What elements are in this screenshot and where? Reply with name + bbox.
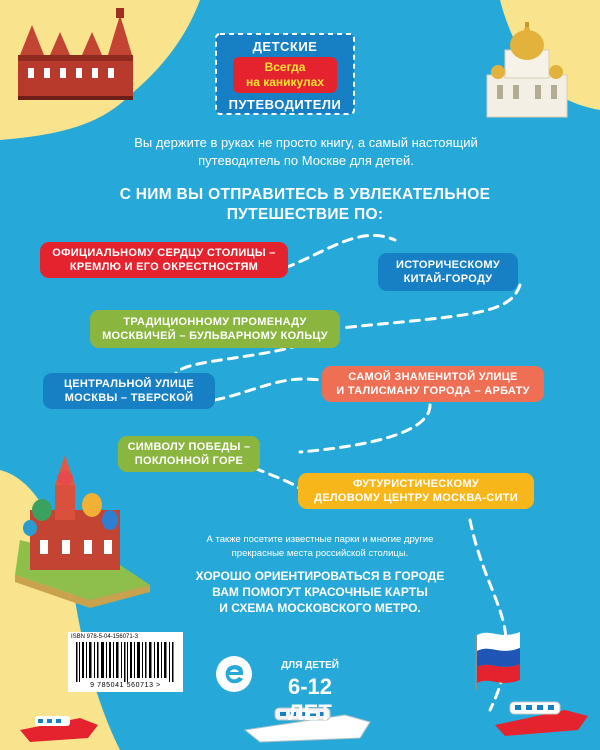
stop-tverskaya-line2: МОСКВЫ – ТВЕРСКОЙ (64, 392, 194, 404)
stop-boulevard-ring-line2: МОСКВИЧЕЙ – БУЛЬВАРНОМУ КОЛЬЦУ (102, 330, 328, 342)
barcode (68, 632, 183, 692)
help-line3: И СХЕМА МОСКОВСКОГО МЕТРО. (219, 601, 421, 615)
stop-moscow-city-line2: ДЕЛОВОМУ ЦЕНТРУ МОСКВА-СИТИ (314, 492, 518, 504)
also-visit-text (170, 533, 470, 561)
age-value: 6-12 ЛЕТ (287, 674, 333, 725)
intro-text (96, 134, 516, 170)
also-line2: прекрасные места российской столицы. (231, 548, 409, 559)
stop-poklonnaya (118, 436, 260, 472)
also-line1: А также посетите известные парки и многие другие (206, 534, 434, 545)
stop-kitay-gorod (378, 253, 518, 291)
headline-line1: С НИМ ВЫ ОТПРАВИТЕСЬ В УВЛЕКАТЕЛЬНОЕ (119, 186, 491, 203)
barcode-bars (76, 642, 176, 682)
stop-arbat-line1: САМОЙ ЗНАМЕНИТОЙ УЛИЦЕ (348, 371, 518, 383)
headline-line2: ПУТЕШЕСТВИЕ ПО: (226, 206, 384, 223)
stop-kitay-gorod-line1: ИСТОРИЧЕСКОМУ (395, 259, 500, 271)
intro-line2: путеводитель по Москве для детей. (198, 153, 414, 168)
isbn-text: ISBN 978-5-04-156071-3 (71, 634, 139, 640)
stop-tverskaya-line1: ЦЕНТРАЛЬНОЙ УЛИЦЕ (63, 378, 195, 390)
historical-museum-icon (18, 8, 133, 100)
stop-poklonnaya-line2: ПОКЛОННОЙ ГОРЕ (134, 455, 244, 467)
st-basils-cathedral-icon (15, 455, 150, 608)
cathedral-icon (487, 22, 567, 117)
series-bottom-label: ПУТЕВОДИТЕЛИ (228, 97, 342, 112)
barcode-number: 9 785041 560713 > (90, 682, 161, 689)
help-line1: ХОРОШО ОРИЕНТИРОВАТЬСЯ В ГОРОДЕ (195, 569, 445, 583)
series-badge-line2: на каникулах (245, 75, 325, 89)
stop-kremlin-line1: ОФИЦИАЛЬНОМУ СЕРДЦУ СТОЛИЦЫ – (52, 247, 276, 259)
stop-kremlin-line2: КРЕМЛЮ И ЕГО ОКРЕСТНОСТЯМ (69, 261, 259, 273)
series-badge-line1: Всегда (264, 60, 306, 74)
stop-moscow-city (298, 473, 534, 509)
russian-flag-icon (475, 632, 520, 690)
stop-arbat (322, 366, 544, 402)
series-badge (233, 57, 337, 93)
series-top-label: ДЕТСКИЕ (252, 39, 318, 54)
stop-poklonnaya-line1: СИМВОЛУ ПОБЕДЫ – (127, 441, 251, 453)
publisher-logo-icon (215, 655, 253, 693)
help-line2: ВАМ ПОМОГУТ КРАСОЧНЫЕ КАРТЫ (212, 585, 428, 599)
river-boat-icon (495, 702, 588, 736)
stop-kremlin (40, 242, 288, 278)
age-label: ДЛЯ ДЕТЕЙ (281, 660, 339, 671)
stop-kitay-gorod-line2: КИТАЙ-ГОРОДУ (403, 273, 493, 285)
stop-tverskaya (43, 373, 215, 409)
series-logo (215, 33, 355, 115)
stop-boulevard-ring-line1: ТРАДИЦИОННОМУ ПРОМЕНАДУ (123, 316, 307, 328)
headline (100, 185, 510, 225)
stop-boulevard-ring (90, 310, 340, 348)
stop-arbat-line2: И ТАЛИСМАНУ ГОРОДА – АРБАТУ (336, 385, 530, 397)
intro-line1: Вы держите в руках не просто книгу, а самый настоящий (134, 135, 478, 150)
stop-moscow-city-line1: ФУТУРИСТИЧЕСКОМУ (352, 478, 479, 490)
maps-note (150, 568, 490, 616)
river-boat-icon (20, 716, 98, 742)
